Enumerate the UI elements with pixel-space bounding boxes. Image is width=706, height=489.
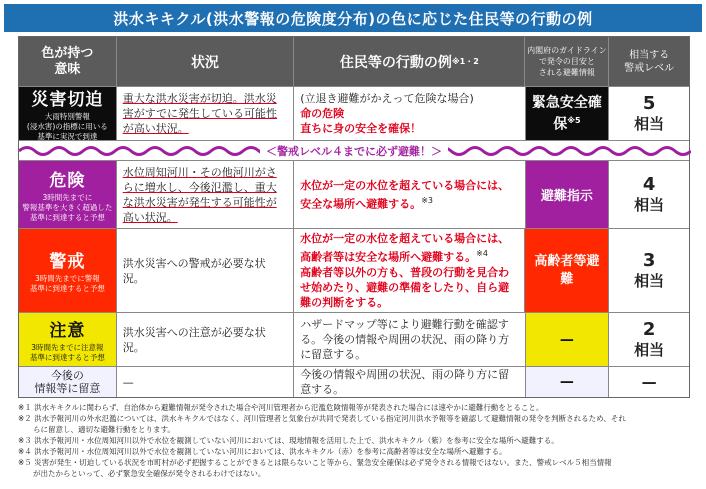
footnote: らに留意し、適切な避難行動をとります。 bbox=[18, 425, 175, 434]
situation bbox=[117, 313, 294, 367]
action bbox=[294, 161, 525, 229]
action-plain: (立退き避難がかえって危険な場合) bbox=[300, 92, 474, 105]
action-red: 水位が一定の水位を超えている場合には、高齢者等は安全な場所へ避難する。 bbox=[300, 232, 510, 264]
evacuation-band bbox=[19, 141, 689, 161]
level-sub: 大雨特別警報 (浸水害)の指標に用いる 基準に実況で到達 bbox=[26, 112, 108, 141]
level-1-color bbox=[19, 367, 117, 397]
page-title: 洪水キキクル(洪水警報の危険度分布)の色に応じた住民等の行動の例 bbox=[4, 4, 702, 32]
header-guideline bbox=[525, 37, 609, 87]
level-name: 危険 bbox=[49, 171, 86, 191]
header-action-text: 住民等の行動の例 bbox=[339, 54, 452, 71]
header-meaning-text: 色が持つ 意味 bbox=[41, 45, 94, 77]
table-header bbox=[19, 37, 689, 87]
level-sub: 3時間先までに注意報 基準に到達すると予想 bbox=[29, 343, 105, 362]
footnote: ※１ 洪水キキクルに関わらず、自治体から避難情報が発令された場合や河川管理者から氾濫危険情報等が発表された場合には速やかに避難行動をとること。 bbox=[18, 403, 544, 412]
situation bbox=[117, 229, 294, 313]
table-row bbox=[19, 367, 689, 397]
action-plain: 今後の情報や周囲の状況、雨の降り方に留意する。 bbox=[300, 368, 510, 396]
level-name: 警戒 bbox=[49, 252, 86, 272]
band-text: ＜警戒レベル４までに必ず避難！＞ bbox=[260, 143, 448, 159]
action-red-2: 高齢者等以外の方も、普段の行動を見合わせ始めたり、避難の準備をしたり、自ら避難の判断をする。 bbox=[300, 265, 510, 309]
guide-text: 緊急安全確保 bbox=[531, 94, 602, 133]
alert-level-label: 相当 bbox=[634, 340, 665, 359]
action bbox=[294, 229, 525, 313]
situation-text: — bbox=[122, 375, 134, 389]
level-name: 注意 bbox=[49, 321, 86, 341]
guide-sup: ※5 bbox=[567, 115, 581, 125]
alert-level bbox=[609, 313, 689, 367]
level-3-color bbox=[19, 229, 117, 313]
level-4-color bbox=[19, 161, 117, 229]
action-red: 水位が一定の水位を超えている場合には、安全な場所へ避難する。 bbox=[300, 178, 510, 211]
header-alert-level-text: 相当する 警戒レベル bbox=[624, 49, 675, 74]
level-name: 今後の 情報等に留意 bbox=[34, 369, 101, 395]
footnote: ※４ 洪水予報河川・水位周知河川以外で水位を観測していない河川においては、洪水キキクル（赤）を参考に高齢者等は安全な場所へ避難する。 bbox=[18, 447, 507, 456]
action bbox=[294, 313, 525, 367]
alert-level bbox=[609, 87, 689, 141]
footnotes bbox=[18, 402, 698, 479]
alert-level-num: 3 bbox=[642, 249, 656, 271]
action-red: 命の危険 直ちに身の安全を確保！ bbox=[300, 107, 422, 135]
level-sub: 3時間先までに警報 基準に到達すると予想 bbox=[29, 274, 105, 293]
situation bbox=[117, 161, 294, 229]
guide-info: — bbox=[526, 313, 610, 367]
level-name: 災害切迫 bbox=[31, 90, 104, 110]
alert-level-label: 相当 bbox=[634, 114, 665, 133]
action-table bbox=[18, 36, 690, 398]
header-meaning bbox=[19, 37, 117, 87]
situation-text: 水位周知河川・その他河川がさらに増水し、今後氾濫し、重大な洪水災害が発生する可能性が高い状況。 bbox=[122, 165, 277, 224]
guide-info: 避難指示 bbox=[526, 161, 610, 229]
table-row bbox=[19, 161, 689, 229]
action-note: ※4 bbox=[476, 249, 488, 259]
alert-level-num: 4 bbox=[642, 173, 656, 195]
action-plain: ハザードマップ等により避難行動を確認する。今後の情報や周囲の状況、雨の降り方に留意する。 bbox=[300, 318, 510, 361]
situation bbox=[117, 367, 294, 397]
footnote: ※２ 洪水予報河川の外水氾濫については、洪水キキクルではなく、河川管理者と気象台が共同で発表している指定河川洪水予報等を確認して避難情報の発令を判断されるため、それ bbox=[18, 414, 626, 423]
table-row bbox=[19, 313, 689, 367]
level-sub: 3時間先までに 警報基準を大きく超過した 基準に到達すると予想 bbox=[22, 193, 113, 222]
alert-level-label: — bbox=[641, 373, 657, 391]
footnote: が出たからといって、必ず緊急安全確保が発令されるわけではない。 bbox=[18, 469, 266, 478]
header-situation: 状況 bbox=[117, 37, 294, 87]
alert-level-num: 2 bbox=[642, 318, 656, 340]
table-row bbox=[19, 229, 689, 313]
header-guideline-text: 内閣府のガイドライン で発令の目安と される避難情報 bbox=[527, 46, 607, 77]
situation-text: 洪水災害への注意が必要な状況。 bbox=[122, 325, 266, 354]
situation-text: 重大な洪水災害が切迫。洪水災害がすでに発生している可能性が高い状況。 bbox=[122, 92, 278, 135]
alert-level bbox=[609, 367, 689, 397]
situation-text: 洪水災害への警戒が必要な状況。 bbox=[122, 256, 266, 285]
guide-info bbox=[526, 87, 610, 141]
alert-level-num: 5 bbox=[642, 92, 656, 114]
alert-level bbox=[609, 229, 689, 313]
footnote: ※５ 災害が発生・切迫している状況を市町村が必ず把握することができるとは限らないこと等から、緊急安全確保は必ず発令される情報ではない。また、警戒レベル５相当情報 bbox=[18, 458, 612, 467]
alert-level-label: 相当 bbox=[634, 271, 665, 290]
level-5-color bbox=[19, 87, 117, 141]
table-row bbox=[19, 87, 689, 141]
action-note: ※3 bbox=[421, 195, 433, 205]
action bbox=[294, 367, 525, 397]
guide-info: 高齢者等避難 bbox=[525, 229, 609, 313]
alert-level-label: 相当 bbox=[634, 195, 665, 214]
situation bbox=[117, 87, 294, 141]
header-action-sup: ※1・2 bbox=[451, 57, 479, 66]
action bbox=[294, 87, 525, 141]
alert-level bbox=[609, 161, 689, 229]
header-alert-level bbox=[609, 37, 689, 87]
guide-info: — bbox=[526, 367, 610, 397]
footnote: ※３ 洪水予報河川・水位周知河川以外で水位を観測していない河川においては、現地情報を活用した上で、洪水キキクル（紫）を参考に安全な場所へ避難する。 bbox=[18, 436, 559, 445]
level-2-color bbox=[19, 313, 117, 367]
header-action bbox=[294, 37, 525, 87]
